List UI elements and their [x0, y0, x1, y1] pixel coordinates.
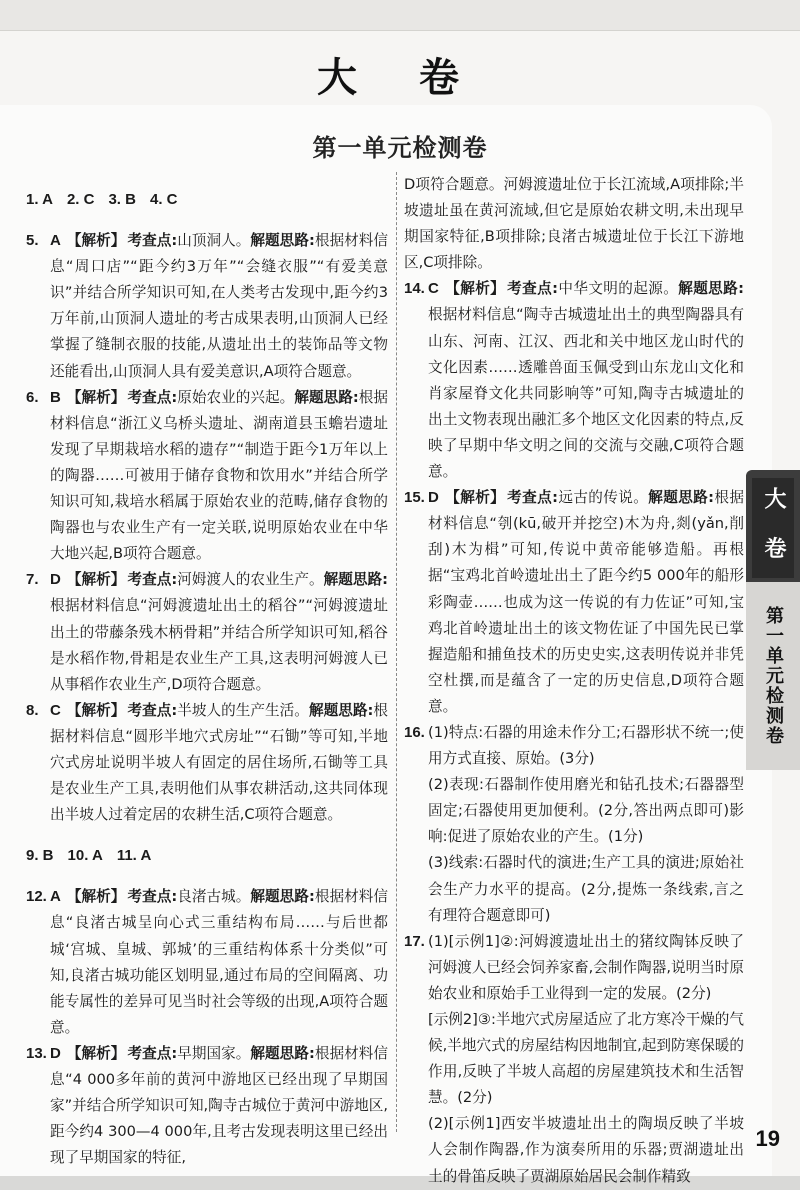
- question-number: 5.: [26, 232, 39, 250]
- solution-text: 根据材料信息“圆形半地穴式房址”“石锄”等可知,半地穴式房址说明半坡人有固定的居住场所,石锄等工具是农业生产工具,表明他们从事农耕活动,这共同体现出半坡人过着定居的农耕生活,C项符合题意。: [50, 701, 388, 824]
- question-number: 12.: [26, 888, 47, 906]
- answer-part-2: [示例2]③:半地穴式房屋适应了北方寒冷干燥的气候,半地穴式的房屋结构因地制宜,起到防寒保暖的作用,反映了半坡人高超的房屋建筑技术和生活智慧。(2分): [428, 1011, 744, 1107]
- solution-text: 根据材料信息“河姆渡遗址出土的稻谷”“河姆渡遗址出土的带藤条残木柄骨耜”并结合所学知识可知,稻谷是水稻作物,骨耜是农业生产工具,这表明河姆渡人已从事稻作农业生产,D项符合题意。: [50, 597, 388, 693]
- answer: 9. B: [26, 847, 54, 865]
- key-point-text: 中华文明的起源。: [557, 280, 679, 298]
- solution-label: 解题思路:: [250, 1044, 315, 1062]
- answer-part-1: (1)[示例1]②:河姆渡遗址出土的猪纹陶钵反映了河姆渡人已经会饲养家畜,会制作陶器,说明当时原始农业和原始手工业得到一定的发展。(2分): [428, 932, 744, 1002]
- key-point-label: 考查点:: [127, 571, 178, 589]
- answer-letter: B: [50, 388, 61, 406]
- answer: 1. A: [26, 191, 53, 208]
- question-number: 14.: [404, 280, 425, 298]
- key-point-label: 考查点:: [507, 489, 558, 507]
- unit-title: 第一单元检测卷: [312, 134, 488, 162]
- question-13: [26, 1041, 388, 1171]
- answer-letter: C: [428, 280, 439, 298]
- question-7: [26, 567, 388, 697]
- answers-9-11: [26, 843, 388, 869]
- question-number: 6.: [26, 388, 39, 406]
- analysis-tag: 【解析】: [444, 280, 506, 298]
- answer: 10. A: [67, 847, 103, 865]
- side-tab-volume: 大 卷: [752, 478, 794, 578]
- question-number: 8.: [26, 701, 39, 719]
- question-number: 16.: [404, 723, 425, 741]
- solution-label: 解题思路:: [648, 489, 714, 507]
- answer-letter: A: [50, 232, 61, 250]
- analysis-tag: 【解析】: [66, 232, 126, 250]
- side-tab-unit: 第一单元检测卷: [746, 582, 800, 770]
- answers-1-4: [26, 187, 388, 213]
- question-5: [26, 228, 388, 385]
- key-point-label: 考查点:: [127, 232, 178, 250]
- answer: 3. B: [108, 191, 136, 208]
- key-point-text: 远古的传说。: [557, 489, 649, 507]
- solution-text: 根据材料信息“周口店”“距今约3万年”“会缝衣服”“有爱美意识”并结合所学知识可知,在人类考古发现中,距今约3万年前,山顶洞人遗址的考古成果表明,山顶洞人已经掌握了缝制衣服的技能,从遗址出土的装饰品等文物还能看出,山顶洞人具有爱美意识,A项符合题意。: [50, 232, 388, 380]
- key-point-text: 半坡人的生产生活。: [177, 701, 309, 719]
- question-14: [404, 276, 744, 485]
- key-point-label: 考查点:: [127, 888, 178, 906]
- question-6: [26, 385, 388, 568]
- key-point-label: 考查点:: [127, 388, 178, 406]
- solution-label: 解题思路:: [678, 280, 744, 298]
- analysis-tag: 【解析】: [66, 571, 126, 589]
- answer-part-2: (2)表现:石器制作使用磨光和钻孔技术;石器器型固定;石器使用更加便利。(2分,答出两点即可)影响:促进了原始农业的产生。(1分): [428, 776, 744, 846]
- answer-part-1: (1)特点:石器的用途未作分工;石器形状不统一;使用方式直接、原始。(3分): [428, 723, 744, 768]
- solution-label: 解题思路:: [308, 701, 374, 719]
- answer: 11. A: [116, 847, 152, 865]
- solution-label: 解题思路:: [323, 571, 388, 589]
- solution-text: 根据材料信息“浙江义乌桥头遗址、湖南道县玉蟾岩遗址发现了早期栽培水稻的遗存”“制造于距今1万年以上的陶器……可被用于储存食物和饮用水”并结合所学知识可知,栽培水稻属于原始农业的范畴,储存食物的陶器也与农业生产有一定关联,说明原始农业在中华大地兴起,B项符合题意。: [50, 388, 388, 563]
- question-number: 7.: [26, 571, 39, 589]
- solution-label: 解题思路:: [250, 888, 315, 906]
- solution-text: 根据材料信息“陶寺古城遗址出土的典型陶器具有山东、河南、江汉、西北和关中地区龙山时代的文化因素……透雕兽面玉佩受到山东龙山文化和肖家屋脊文化共同影响等”可知,陶寺古城遗址的出土文物表现出融汇多个地区文化因素的特点,反映了早期中华文明之间的交流与交融,C项符合题意。: [428, 306, 744, 481]
- analysis-tag: 【解析】: [66, 1044, 126, 1062]
- previous-page-edge: [0, 0, 800, 31]
- answer-letter: D: [50, 1044, 61, 1062]
- question-number: 17.: [404, 932, 425, 950]
- solution-label: 解题思路:: [250, 232, 315, 250]
- question-16: [404, 720, 744, 929]
- left-column: [26, 172, 388, 1171]
- analysis-tag: 【解析】: [66, 888, 126, 906]
- right-column: [404, 172, 744, 1190]
- question-12: [26, 884, 388, 1041]
- column-divider: [396, 172, 397, 1132]
- answer-letter: A: [50, 888, 61, 906]
- solution-text: 根据材料信息“良渚古城呈向心式三重结构布局……与后世都城‘宫城、皇城、郭城’的三重结构体系十分类似”可知,良渚古城功能区划明显,通过布局的空间隔离、功能专属性的差异可见当时社会等级的出现,A项符合题意。: [50, 888, 388, 1036]
- question-number: 13.: [26, 1044, 47, 1062]
- key-point-text: 山顶洞人。: [177, 232, 251, 250]
- key-point-text: 早期国家。: [177, 1044, 251, 1062]
- volume-title: 大 卷: [317, 55, 483, 101]
- analysis-tag: 【解析】: [66, 388, 126, 406]
- answer-letter: D: [428, 489, 439, 507]
- key-point-text: 良渚古城。: [177, 888, 251, 906]
- key-point-label: 考查点:: [127, 1044, 178, 1062]
- solution-label: 解题思路:: [294, 388, 359, 406]
- answer-letter: C: [50, 701, 61, 719]
- question-17: [404, 929, 744, 1190]
- solution-text: 根据材料信息“刳(kū,破开并挖空)木为舟,剡(yǎn,削刮)木为楫”可知,传说中黄帝能够造船。再根据“宝鸡北首岭遗址出土了距今约5 000年的船形彩陶壶……也成为这一传说的有力佐证”可知,宝鸡北首岭遗址出土的该文物佐证了中国先民已掌握造船和捕鱼技术的历史史实,这表明传说并非凭空杜撰,而是蕴含了一定的历史信息,D项符合题意。: [428, 489, 744, 715]
- key-point-label: 考查点:: [507, 280, 558, 298]
- question-15: [404, 485, 744, 720]
- answer-part-3: (2)[示例1]西安半坡遗址出土的陶埙反映了半坡人会制作陶器,作为演奏所用的乐器;贾湖遗址出土的骨笛反映了贾湖原始居民会制作精致: [428, 1115, 744, 1185]
- question-number: 15.: [404, 489, 425, 507]
- key-point-text: 原始农业的兴起。: [177, 388, 295, 406]
- analysis-tag: 【解析】: [66, 701, 126, 719]
- page-number: 19: [755, 1126, 780, 1151]
- question-13-continued: D项符合题意。河姆渡遗址位于长江流域,A项排除;半坡遗址虽在黄河流域,但它是原始农耕文明,未出现早期国家特征,B项排除;良渚古城遗址位于长江下游地区,C项排除。: [404, 176, 744, 272]
- side-tab: [746, 470, 800, 770]
- question-8: [26, 698, 388, 828]
- key-point-text: 河姆渡人的农业生产。: [177, 571, 324, 589]
- answer: 4. C: [149, 191, 178, 208]
- solution-text: 根据材料信息“4 000多年前的黄河中游地区已经出现了早期国家”并结合所学知识可知,陶寺古城位于黄河中游地区,距今约4 300—4 000年,且考古发现表明这里已经出现了早期国家的特征,: [50, 1044, 388, 1167]
- key-point-label: 考查点:: [127, 701, 178, 719]
- answer-part-3: (3)线索:石器时代的演进;生产工具的演进;原始社会生产力水平的提高。(2分,提炼一条线索,言之有理符合题意即可): [428, 854, 744, 924]
- answer: 2. C: [66, 191, 95, 208]
- analysis-tag: 【解析】: [444, 489, 506, 507]
- answer-letter: D: [50, 571, 61, 589]
